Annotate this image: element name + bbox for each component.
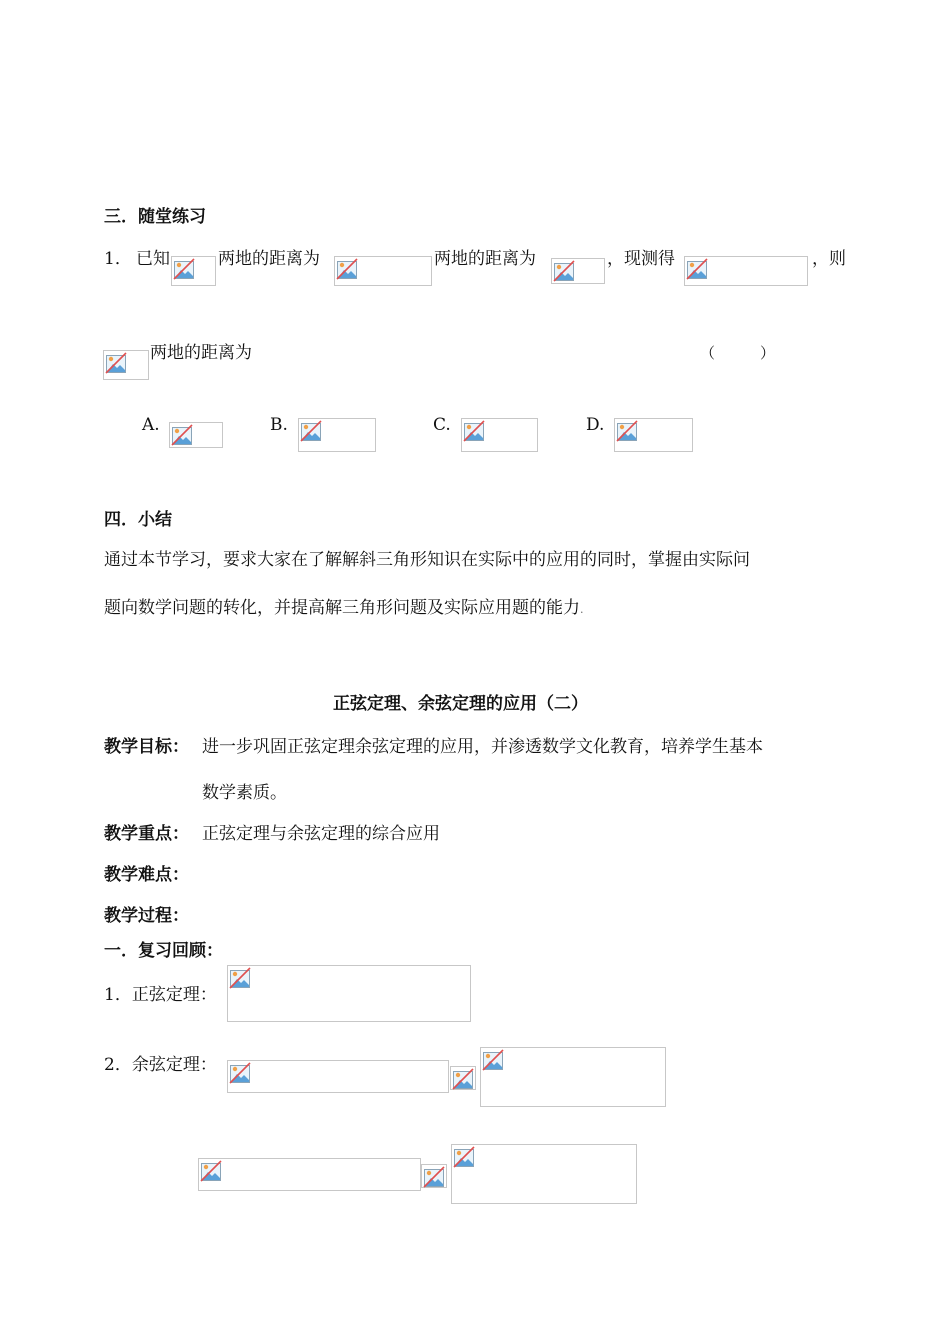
cosine-law-formula-image <box>451 1144 637 1204</box>
broken-image-icon <box>300 420 322 442</box>
broken-image-icon <box>173 258 195 280</box>
broken-image-icon <box>171 424 193 446</box>
sine-law-label: 1．正弦定理： <box>104 985 217 1005</box>
cosine-law-formula-image <box>450 1066 476 1090</box>
broken-image-icon <box>229 1062 251 1084</box>
option-b-label: B. <box>270 415 288 435</box>
option-d-label: D. <box>586 415 605 435</box>
summary-line-2 <box>104 597 584 621</box>
cosine-law-formula-image <box>198 1158 421 1191</box>
broken-image-icon <box>105 352 127 374</box>
question1-text-3: 两地的距离为 <box>434 249 536 269</box>
section4-heading: 四．小结 <box>104 510 172 530</box>
formula-image <box>171 256 216 286</box>
key-point-text: 正弦定理与余弦定理的综合应用 <box>202 824 440 844</box>
broken-image-icon <box>553 260 575 282</box>
goal-line-1: 进一步巩固正弦定理余弦定理的应用，并渗透数学文化教育，培养学生基本 <box>202 737 763 757</box>
broken-image-icon <box>686 258 708 280</box>
cosine-law-formula-image <box>421 1164 447 1188</box>
cosine-law-formula-image <box>227 1060 449 1093</box>
broken-image-icon <box>336 258 358 280</box>
broken-image-icon <box>229 967 251 989</box>
broken-image-icon <box>453 1146 475 1168</box>
goal-line-2: 数学素质。 <box>202 783 287 803</box>
summary-line-2-end: . <box>580 603 584 616</box>
summary-line-2-text: 题向数学问题的转化，并提高解三角形问题及实际应用题的能力 <box>104 598 580 618</box>
difficulty-label: 教学难点： <box>104 865 189 885</box>
option-a-label: A. <box>142 415 160 435</box>
question1-number: 1． <box>104 249 132 269</box>
broken-image-icon <box>452 1068 474 1090</box>
process-label: 教学过程： <box>104 906 189 926</box>
formula-image <box>551 258 605 284</box>
formula-image <box>334 256 432 286</box>
section3-heading: 三．随堂练习 <box>104 207 206 227</box>
question1-text-5: ，则 <box>812 249 846 269</box>
option-d-image <box>614 418 693 452</box>
question1-text-6: 两地的距离为 <box>150 343 252 363</box>
option-b-image <box>298 418 376 452</box>
key-point-label: 教学重点： <box>104 824 189 844</box>
question1-text-4: ，现测得 <box>607 249 675 269</box>
option-a-image <box>169 422 223 448</box>
cosine-law-label: 2．余弦定理： <box>104 1055 217 1075</box>
answer-parentheses: （ ） <box>700 344 776 362</box>
cosine-law-formula-image <box>480 1047 666 1107</box>
question1-text-2: 两地的距离为 <box>218 249 320 269</box>
broken-image-icon <box>616 420 638 442</box>
summary-line-1: 通过本节学习，要求大家在了解解斜三角形知识在实际中的应用的同时，掌握由实际问 <box>104 550 750 570</box>
option-c-label: C. <box>433 415 451 435</box>
broken-image-icon <box>482 1049 504 1071</box>
review-heading: 一．复习回顾： <box>104 941 223 961</box>
broken-image-icon <box>423 1166 445 1188</box>
formula-image <box>684 256 808 286</box>
broken-image-icon <box>463 420 485 442</box>
goal-label: 教学目标： <box>104 737 189 757</box>
lesson-title: 正弦定理、余弦定理的应用（二） <box>333 694 588 714</box>
option-c-image <box>461 418 538 452</box>
question1-text-1: 已知 <box>136 249 170 269</box>
formula-image <box>103 350 149 380</box>
sine-law-formula-image <box>227 965 471 1022</box>
broken-image-icon <box>200 1160 222 1182</box>
